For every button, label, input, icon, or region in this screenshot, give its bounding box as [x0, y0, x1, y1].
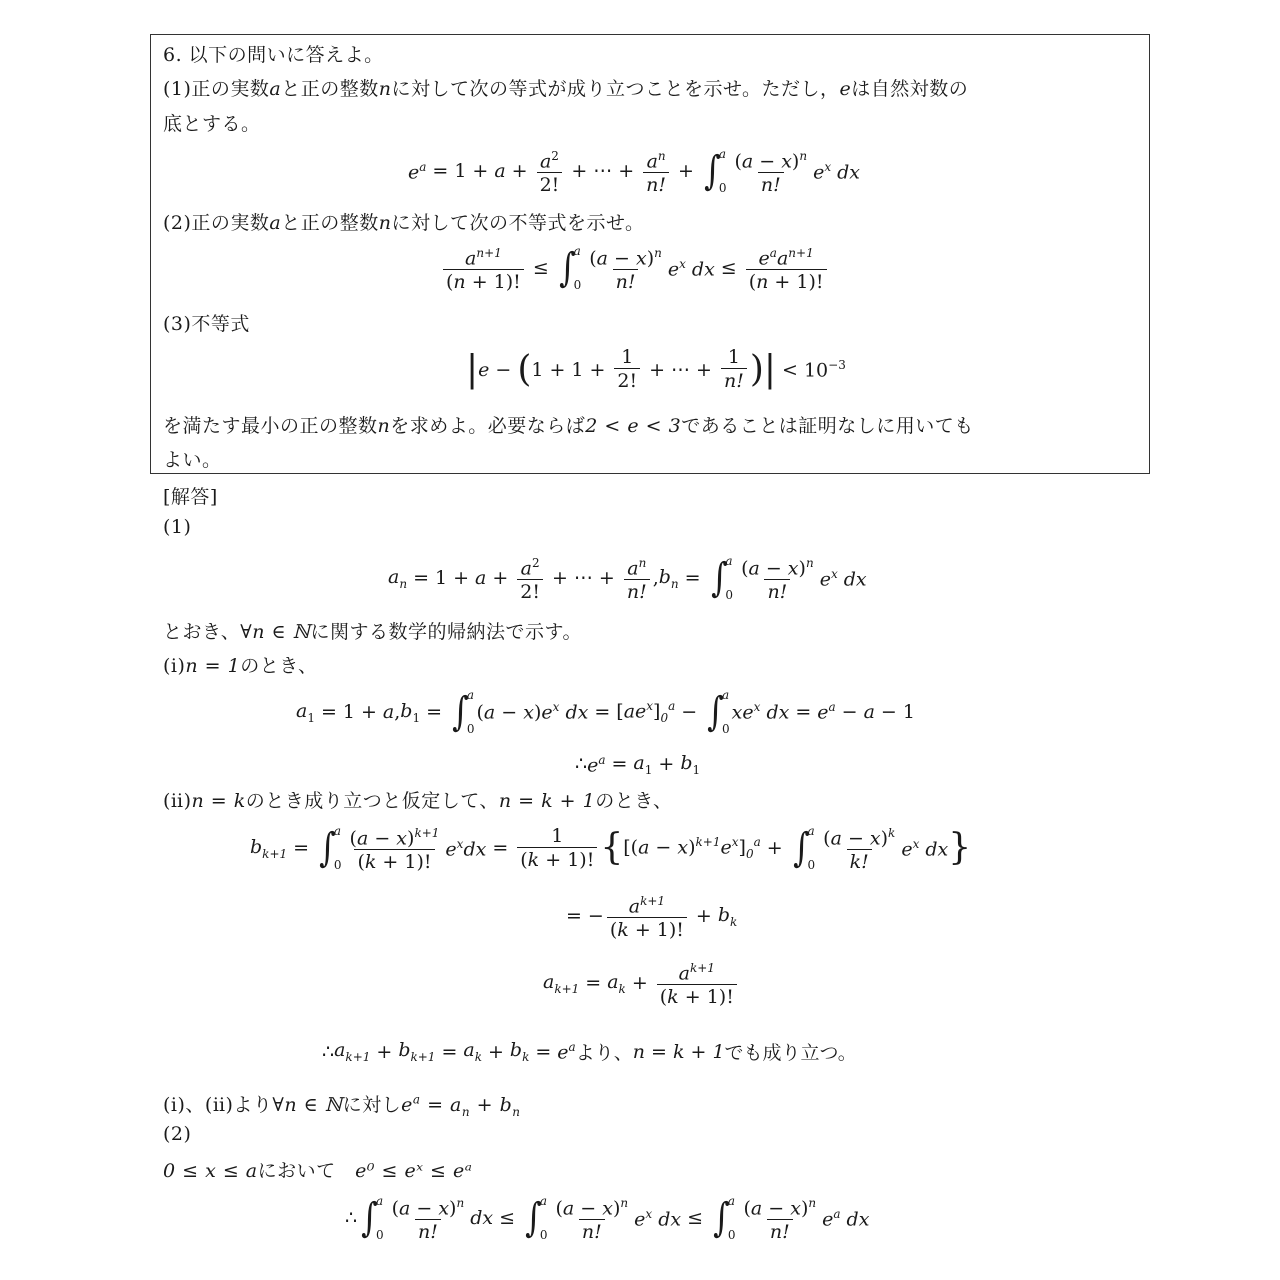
case2-equation-3: $a_{k+1}$ = $a_k$ + $\frac{a^{k+1}}{(k + 1)!}$	[543, 957, 740, 1009]
math: 0 ≤ x ≤ a	[163, 1160, 258, 1182]
q2-text	[163, 208, 644, 235]
def-equation: $a_n$ = 1 + a + $\frac{a^2}{2!}$ + ⋯ + $\frac{a^n}{n!}$ , $b_n$ = ∫ a 0 $\frac{(a - x)^n}{n!}$ $e^x$ dx	[388, 554, 867, 604]
text: に対して次の不等式を示せ。	[391, 212, 645, 234]
q3-text: (3)不等式	[163, 313, 250, 335]
text: を求めよ。必要ならば	[390, 415, 586, 437]
text: (2)正の実数	[163, 212, 270, 234]
integral-icon: ∫ a 0	[704, 147, 727, 196]
part2-text	[163, 1156, 472, 1183]
integral-icon: ∫ a 0	[710, 554, 734, 603]
var: n	[378, 212, 392, 234]
text: のとき成り立つと仮定して、	[245, 790, 499, 812]
math: n = k + 1	[632, 1040, 725, 1063]
q3-text-3: よい。	[163, 449, 222, 471]
case2-equation-1: $b_{k+1}$ = ∫ a 0 $\frac{(a - x)^{k+1}}{(k + 1)!}$ $e^xdx$ = $\frac{1}{(k + 1)!}$ { $[(a - x)^{k+1}e^x]_0^a$ + ∫ a 0 $\frac{(a - x)^k}{k!}$ $e^x$ dx }	[250, 824, 972, 874]
final-text: (ⅰ)、(ⅱ)より∀n ∈ ℕに対し$e^a = a_n + b_n$	[163, 1092, 521, 1119]
text: に対し	[342, 1094, 402, 1116]
q3-text-2	[163, 411, 974, 438]
var: n	[378, 78, 392, 100]
text: とおき、	[163, 621, 241, 643]
induction-text	[163, 617, 582, 644]
case2-conclusion: ∴ $a_{k+1}$ + $b_{k+1}$ = $a_k$ + $b_k$ = $e^a$ より、 n = k + 1 でも成り立つ。	[322, 1039, 857, 1064]
text: (ⅰ)	[163, 655, 186, 677]
text: でも成り立つ。	[724, 1042, 857, 1064]
q1-text	[163, 74, 968, 101]
integral-icon: ∫ a 0	[525, 1194, 548, 1243]
part2-inequality: ∴ ∫ a 0 $\frac{(a - x)^n}{n!}$ dx ≤ ∫ a 0 $\frac{(a - x)^n}{n!}$ $e^x$ dx ≤ ∫ a 0 $\frac{(a - x)^n}{n!}$ $e^a$ dx	[345, 1194, 870, 1244]
text: (1)正の実数	[163, 78, 270, 100]
var: e	[839, 78, 852, 100]
case1-conclusion: ∴ $e^a$ = $a_1$ + $b_1$	[575, 752, 701, 777]
integral-icon: ∫ a 0	[319, 824, 342, 873]
part1-label: (1)	[163, 516, 192, 538]
text: のとき、	[240, 655, 318, 677]
integral-icon: ∫ a 0	[361, 1194, 384, 1243]
q1-equation: $e^a$ = 1 + a + $\frac{a^2}{2!}$ + ⋯ + $\frac{a^n}{n!}$ + ∫ a 0 $\frac{(a - x)^n}{n!}$ $e^x$ dx	[408, 147, 861, 197]
integral-icon: ∫ a 0	[792, 824, 816, 873]
math: ∀n ∈ ℕ	[240, 621, 311, 643]
problem-title: 6. 以下の問いに答えよ。	[163, 44, 384, 66]
case2-equation-2: = − $\frac{a^{k+1}}{(k + 1)!}$ + $b_k$	[566, 894, 738, 942]
part2-label: (2)	[163, 1123, 192, 1145]
integral-icon: ∫ a 0	[713, 1194, 736, 1243]
math: n = k + 1	[498, 790, 596, 812]
var: n	[377, 415, 391, 437]
math: n = k	[191, 790, 246, 812]
q3-inequality: | e − ( 1 + 1 + $\frac{1}{2!}$ + ⋯ + $\frac{1}{n!}$ ) | < $10^{-3}$	[466, 346, 846, 392]
answer-heading: [解答]	[163, 486, 218, 508]
integral-icon: ∫ a 0	[452, 688, 475, 736]
text: 10	[803, 359, 829, 382]
case1-equation: $a_1$ = 1 + a, $b_1$ = ∫ a 0 $(a - x)e^x$ dx = $[ae^x]_0^a$ − ∫ a 0 $xe^x$ dx = $e^a$ − a − 1	[296, 688, 915, 736]
var: a	[269, 212, 282, 234]
text: と正の整数	[281, 78, 379, 100]
text: (ⅱ)	[163, 790, 192, 812]
text: に関する数学的帰納法で示す。	[310, 621, 582, 643]
math: e⁰ ≤ eˣ ≤ eᵃ	[355, 1160, 473, 1182]
text: より、	[575, 1042, 633, 1064]
math: 2 < e < 3	[585, 415, 682, 437]
case1-text	[163, 651, 317, 678]
math: n = 1	[185, 655, 241, 677]
integral-icon: ∫ a 0	[707, 688, 730, 736]
text: のとき、	[595, 790, 673, 812]
text: に対して次の等式が成り立つことを示せ。ただし，	[391, 78, 840, 100]
integral-icon: ∫ a 0	[558, 244, 582, 293]
text: であることは証明なしに用いても	[681, 415, 974, 437]
math: ∀n ∈ ℕ	[272, 1094, 343, 1116]
text: を満たす最小の正の整数	[163, 415, 378, 437]
case2-text	[163, 786, 672, 813]
text: と正の整数	[281, 212, 379, 234]
text: は自然対数の	[851, 78, 969, 100]
text: において	[257, 1160, 356, 1182]
text: (ⅰ)、(ⅱ)より	[163, 1094, 273, 1116]
text: −3	[828, 357, 846, 372]
var: a	[269, 78, 282, 100]
q1-text-2: 底とする。	[163, 113, 261, 135]
q2-inequality: $\frac{a^{n+1}}{(n + 1)!}$ ≤ ∫ a 0 $\frac{(a - x)^n}{n!}$ $e^x$ dx ≤ $\frac{e^aa^{n+1}}{(n + 1)!}$	[440, 242, 830, 294]
